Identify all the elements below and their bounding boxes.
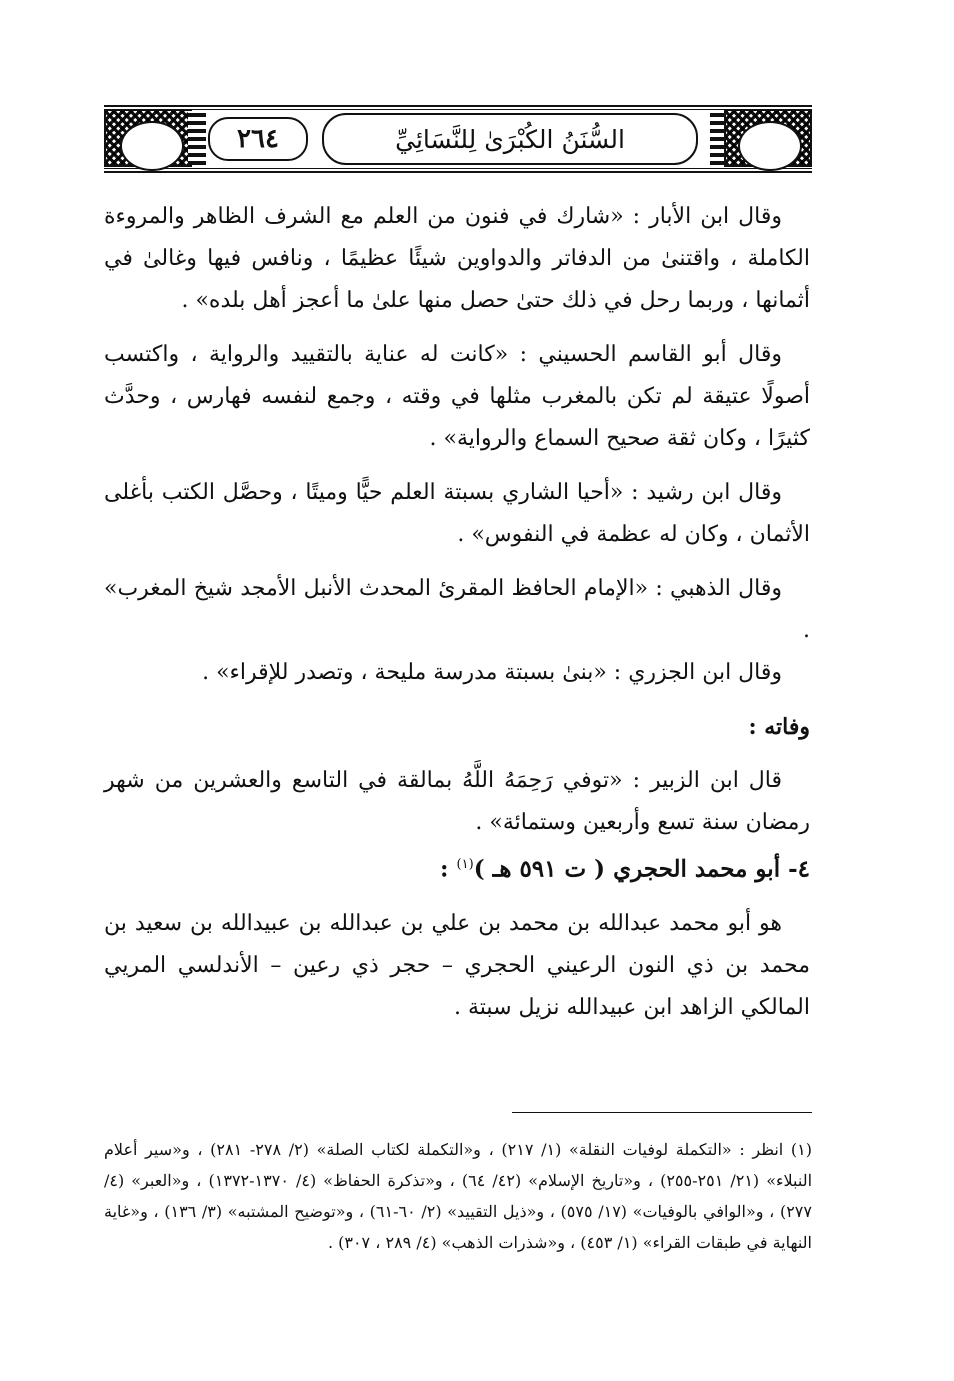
left-border-ornament [188, 111, 206, 165]
right-seal-logo [738, 121, 802, 171]
footnote-divider [512, 1112, 812, 1113]
right-ornament [724, 109, 812, 167]
page-number: ٢٦٤ [208, 117, 308, 161]
page-header [104, 105, 812, 173]
paragraph-ibn-rushayd: وقال ابن رشيد : «أحيا الشاري بسبتة العلم حيًّا وميتًا ، وحصَّل الكتب بأغلى الأثمان ، وكان له عظمة في النفوس» . [104, 480, 810, 547]
paragraph-dhahabi: وقال الذهبي : «الإمام الحافظ المقرئ المحدث الأنبل الأمجد شيخ المغرب» . [104, 576, 810, 643]
death-paragraph: قال ابن الزبير : «توفي رَحِمَهُ اللَّهُ بمالقة في التاسع والعشرين من شهر رمضان سنة تسع وأربعين وستمائة» . [104, 768, 810, 835]
left-seal-logo [120, 121, 184, 171]
section-heading-text: ٤- أبو محمد الحجري ( ت ٥٩١ هـ ) [473, 855, 810, 883]
book-title: السُّنَنُ الكُبْرَىٰ لِلنَّسَائِيِّ [322, 113, 698, 165]
section-heading-colon: : [440, 855, 457, 883]
footnote: (١) انظر : «التكملة لوفيات النقلة» (١/ ٢١٧) ، و«التكملة لكتاب الصلة» (٢/ ٢٧٨- ٢٨١) ، و«سير أعلام النبلاء» (٢١/ ٢٥١-٢٥٥) ، و«تاريخ الإسلام» (٤٢/ ٦٤) ، و«تذكرة الحفاظ» (٤/ ١٣٧٠-١٣٧٢) ، و«العبر» (٤/ ٢٧٧) ، و«الوافي بالوفيات» (١٧/ ٥٧٥) ، و«ذيل التقييد» (٢/ ٦٠-٦١) ، و«توضيح المشتبه» (٣/ ١٣٦) ، و«غاية النهاية في طبقات القراء» (١/ ٤٥٣) ، و«شذرات الذهب» (٤/ ٢٨٩ ، ٣٠٧) . [104, 1140, 813, 1252]
paragraph-ibn-jazari: وقال ابن الجزري : «بنىٰ بسبتة مدرسة مليحة ، وتصدر للإقراء» . [202, 660, 782, 685]
death-heading: وفاته : [748, 714, 810, 740]
bio-paragraph: هو أبو محمد عبدالله بن محمد بن علي بن عبدالله بن عبيدالله بن سعيد بن محمد بن ذي النون الرعيني الحجري – حجر ذي رعين – الأندلسي المريي المالكي الزاهد ابن عبيدالله نزيل سبتة . [104, 910, 810, 1020]
section-heading [104, 844, 810, 891]
main-text [104, 196, 810, 1041]
paragraph-alhusayni: وقال أبو القاسم الحسيني : «كانت له عناية بالتقييد والرواية ، واكتسب أصولًا عتيقة لم تكن بالمغرب مثلها في وقته ، وجمع لنفسه فهارس ، وحدَّث كثيرًا ، وكان ثقة صحيح السماع والرواية» . [104, 342, 810, 451]
paragraph-ibn-alabbar: وقال ابن الأبار : «شارك في فنون من العلم مع الشرف الظاهر والمروءة الكاملة ، واقتنىٰ من الدفاتر والدواوين شيئًا عظيمًا ، ونافس فيها وغالىٰ في أثمانها ، وربما رحل في ذلك حتىٰ حصل منها علىٰ ما أعجز أهل بلده» . [104, 204, 810, 313]
footnote-reference[interactable]: (١) [456, 857, 474, 872]
left-ornament [104, 109, 192, 167]
